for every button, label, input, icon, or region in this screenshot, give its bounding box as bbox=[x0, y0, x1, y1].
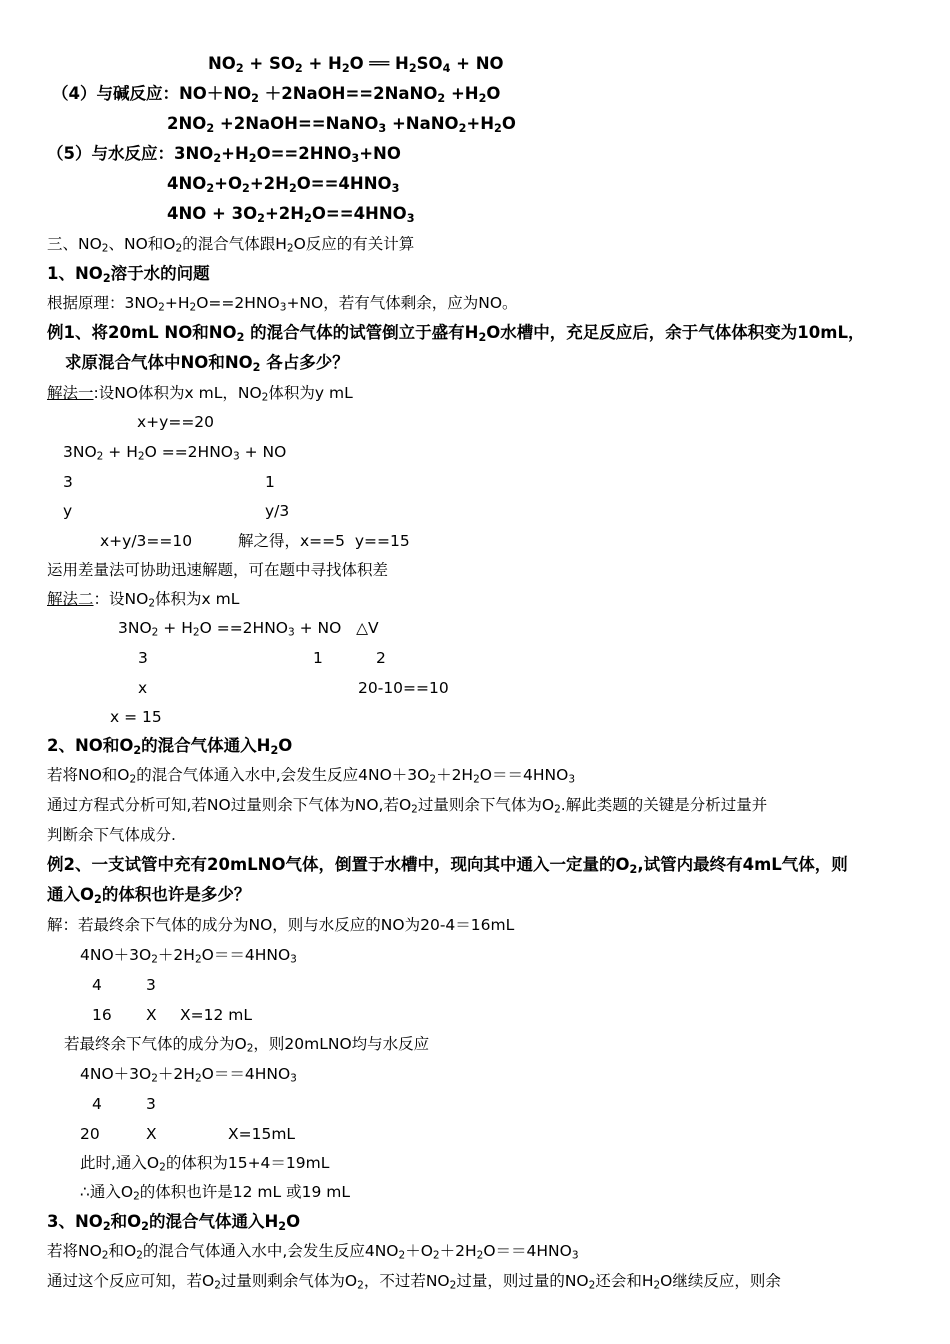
text-run: O ==2HNO bbox=[199, 619, 288, 637]
subscript: 2 bbox=[294, 61, 303, 75]
text-run: +2H bbox=[264, 204, 305, 223]
text-run: x+y==20 bbox=[137, 413, 215, 431]
text-run: O＝＝4HNO bbox=[483, 1242, 572, 1260]
subscript: 2 bbox=[357, 1279, 364, 1292]
text-run: 20 bbox=[80, 1125, 100, 1143]
text-line bbox=[65, 353, 349, 373]
subscript: 2 bbox=[192, 626, 200, 639]
subscript: 2 bbox=[270, 743, 279, 757]
text-line bbox=[313, 648, 323, 668]
text-run: ，则20mLNO均与水反应 bbox=[253, 1035, 430, 1053]
text-line bbox=[146, 1094, 156, 1114]
subscript: 2 bbox=[133, 1190, 140, 1203]
text-run: 例1、将20mL NO和NO bbox=[47, 323, 237, 342]
subscript: 2 bbox=[242, 181, 250, 195]
subscript: 2 bbox=[251, 91, 259, 105]
text-run: 和O bbox=[108, 1242, 137, 1260]
subscript: 2 bbox=[478, 330, 487, 344]
text-line bbox=[47, 795, 767, 815]
text-line bbox=[180, 1005, 252, 1025]
subscript: 2 bbox=[588, 1279, 596, 1292]
subscript: 2 bbox=[458, 121, 467, 135]
text-run: 还会和H bbox=[595, 1272, 654, 1290]
text-run: 3 bbox=[63, 473, 73, 491]
subscript: 2 bbox=[159, 1161, 166, 1174]
text-line bbox=[138, 678, 147, 698]
text-run: O水槽中，充足反应后，余于气体体积变为10mL， bbox=[486, 323, 865, 342]
subscript: 2 bbox=[94, 892, 102, 906]
subscript: 2 bbox=[252, 360, 261, 374]
subscript: 3 bbox=[279, 301, 287, 314]
subscript: 2 bbox=[246, 1042, 254, 1055]
subscript: 2 bbox=[236, 330, 245, 344]
subscript: 2 bbox=[102, 271, 111, 285]
subscript: 2 bbox=[151, 626, 159, 639]
text-line bbox=[47, 765, 575, 785]
text-run: +NaNO bbox=[386, 114, 459, 133]
subscript: 2 bbox=[151, 1072, 158, 1085]
text-run: 3NO bbox=[63, 443, 97, 461]
text-line bbox=[208, 54, 504, 74]
subscript: 3 bbox=[233, 450, 240, 463]
text-run: 20-10==10 bbox=[358, 679, 449, 697]
subscript: 3 bbox=[351, 151, 360, 165]
text-line bbox=[47, 293, 518, 313]
subscript: 3 bbox=[571, 1249, 579, 1262]
text-line bbox=[80, 1064, 297, 1084]
text-run: O==2HNO bbox=[196, 294, 280, 312]
subscript: 2 bbox=[96, 450, 104, 463]
subscript: 2 bbox=[133, 743, 142, 757]
subscript: 2 bbox=[554, 803, 561, 816]
subscript: 2 bbox=[136, 1249, 143, 1262]
text-run: 1、NO bbox=[47, 264, 103, 283]
text-run: NO bbox=[208, 54, 236, 73]
text-run: X=15mL bbox=[228, 1125, 296, 1143]
subscript: 2 bbox=[288, 181, 297, 195]
text-run: ＋2H bbox=[157, 1065, 195, 1083]
subscript: 2 bbox=[102, 1219, 111, 1233]
text-run: ＋2H bbox=[436, 766, 474, 784]
text-run: O bbox=[286, 1212, 301, 1231]
text-line bbox=[47, 1212, 300, 1232]
text-run: 体积为x mL bbox=[155, 590, 240, 608]
text-run: x+y/3==10 bbox=[100, 532, 193, 550]
text-run: 体积为y mL bbox=[268, 384, 353, 402]
text-run: 溶于水的问题 bbox=[110, 264, 210, 283]
text-run: 3NO bbox=[118, 619, 152, 637]
text-line bbox=[47, 383, 353, 403]
text-run: 根据原理：3NO bbox=[47, 294, 159, 312]
text-run: 通过方程式分析可知,若NO过量则余下气体为NO,若O bbox=[47, 796, 412, 814]
subscript: 2 bbox=[286, 242, 294, 255]
subscript: 2 bbox=[494, 121, 502, 135]
text-run: 判断余下气体成分. bbox=[47, 826, 176, 844]
text-run: 的混合气体通入H bbox=[148, 1212, 279, 1231]
text-run: 过量则余下气体为O bbox=[417, 796, 555, 814]
subscript: 2 bbox=[278, 1219, 287, 1233]
text-run: 4 bbox=[92, 1095, 102, 1113]
subscript: 2 bbox=[151, 953, 158, 966]
text-run: 解之得，x==5 y==15 bbox=[238, 532, 410, 550]
text-run: O继续反应，则余 bbox=[660, 1272, 781, 1290]
text-line bbox=[146, 975, 156, 995]
text-run: 1 bbox=[313, 649, 323, 667]
text-run: + NO bbox=[450, 54, 504, 73]
text-run: 的体积为15+4＝19mL bbox=[165, 1154, 330, 1172]
subscript: 2 bbox=[398, 1249, 406, 1262]
subscript: 4 bbox=[442, 61, 451, 75]
text-run: 过量则剩余气体为O bbox=[220, 1272, 358, 1290]
subscript: 3 bbox=[406, 211, 415, 225]
subscript: 2 bbox=[653, 1279, 661, 1292]
subscript: 2 bbox=[213, 151, 222, 165]
subscript: 2 bbox=[248, 151, 257, 165]
subscript: 2 bbox=[194, 953, 202, 966]
text-run: 的混合气体的试管倒立于盛有H bbox=[244, 323, 479, 342]
text-run: 求原混合气体中NO和NO bbox=[65, 353, 253, 372]
text-run: + NO bbox=[239, 443, 287, 461]
text-run: + H bbox=[158, 619, 193, 637]
text-run: O==2HNO bbox=[256, 144, 352, 163]
text-run: 3、NO bbox=[47, 1212, 103, 1231]
text-run: O bbox=[486, 84, 501, 103]
text-run: O反应的有关计算 bbox=[293, 235, 415, 253]
text-run: + SO bbox=[243, 54, 295, 73]
subscript: 2 bbox=[473, 773, 480, 786]
text-run: 的混合气体通入水中,会发生反应4NO＋3O bbox=[136, 766, 430, 784]
text-run: X bbox=[146, 1125, 157, 1143]
text-run: 16 bbox=[92, 1006, 112, 1024]
text-run: O==4HNO bbox=[311, 204, 407, 223]
text-line bbox=[265, 501, 289, 521]
text-line bbox=[80, 1153, 329, 1173]
subscript: 2 bbox=[158, 301, 165, 314]
text-run: ＋O bbox=[405, 1242, 433, 1260]
subscript: 3 bbox=[568, 773, 576, 786]
text-run: ＋2NaOH==2NaNO bbox=[258, 84, 438, 103]
text-line bbox=[167, 204, 415, 224]
text-line bbox=[47, 825, 176, 845]
subscript: 2 bbox=[137, 450, 145, 463]
text-run: 的混合气体跟H bbox=[182, 235, 287, 253]
text-line bbox=[64, 1034, 429, 1054]
subscript: 3 bbox=[391, 181, 400, 195]
text-run: 通入O bbox=[47, 885, 95, 904]
subscript: 2 bbox=[629, 862, 638, 876]
text-line bbox=[63, 472, 73, 492]
text-run: 、NO和O bbox=[108, 235, 176, 253]
text-run: X bbox=[146, 1006, 157, 1024]
text-line bbox=[146, 1005, 157, 1025]
text-line bbox=[47, 1241, 579, 1261]
text-run: 的混合气体通入H bbox=[141, 736, 271, 755]
text-run: O＝＝4HNO bbox=[201, 1065, 291, 1083]
text-run: 此时,通入O bbox=[80, 1154, 160, 1172]
text-line bbox=[47, 560, 388, 580]
text-line bbox=[358, 678, 449, 698]
text-line bbox=[146, 1124, 157, 1144]
subscript: 2 bbox=[101, 1249, 109, 1262]
subscript: 3 bbox=[288, 626, 295, 639]
text-run: ，不过若NO bbox=[363, 1272, 450, 1290]
text-run: +NO，若有气体剩余，应为NO。 bbox=[286, 294, 518, 312]
text-line bbox=[238, 531, 410, 551]
text-line bbox=[100, 531, 192, 551]
subscript: 2 bbox=[408, 61, 417, 75]
text-line bbox=[47, 323, 864, 343]
text-line bbox=[47, 885, 250, 905]
text-run: O==4HNO bbox=[296, 174, 392, 193]
subscript: 2 bbox=[194, 1072, 202, 1085]
text-run: 三、NO bbox=[47, 235, 102, 253]
text-run: 若将NO和O bbox=[47, 766, 130, 784]
subscript: 2 bbox=[214, 1279, 221, 1292]
text-run: 4NO＋3O bbox=[80, 1065, 152, 1083]
text-run: SO bbox=[416, 54, 443, 73]
text-run: +H bbox=[221, 144, 249, 163]
text-run: 2、NO和O bbox=[47, 736, 134, 755]
subscript: 2 bbox=[148, 597, 156, 610]
subscript: 3 bbox=[290, 953, 297, 966]
text-run: 各占多少？ bbox=[260, 353, 349, 372]
text-line bbox=[47, 1271, 781, 1291]
text-run: O＝＝4HNO bbox=[479, 766, 569, 784]
text-line bbox=[47, 855, 848, 875]
subscript: 2 bbox=[432, 1249, 440, 1262]
text-line bbox=[52, 84, 500, 104]
text-line bbox=[167, 174, 399, 194]
text-run: +H bbox=[164, 294, 190, 312]
text-line bbox=[63, 501, 72, 521]
text-run: ＋2H bbox=[439, 1242, 477, 1260]
subscript: 2 bbox=[449, 1279, 457, 1292]
text-run: +H bbox=[445, 84, 479, 103]
text-run: （5）与水反应：3NO bbox=[47, 144, 214, 163]
text-line bbox=[47, 234, 414, 254]
text-line bbox=[47, 589, 239, 609]
text-run: 4 bbox=[92, 976, 102, 994]
text-line bbox=[92, 1005, 112, 1025]
text-line bbox=[47, 915, 514, 935]
underlined-label: 解法一 bbox=[47, 384, 94, 402]
text-run: 和O bbox=[110, 1212, 142, 1231]
subscript: 2 bbox=[189, 301, 197, 314]
text-line bbox=[110, 707, 162, 727]
text-run: 通过这个反应可知，若O bbox=[47, 1272, 215, 1290]
text-run: +O bbox=[214, 174, 242, 193]
text-line bbox=[80, 1182, 350, 1202]
text-run: 的混合气体通入水中,会发生反应4NO bbox=[142, 1242, 399, 1260]
text-run: :设NO体积为x mL，NO bbox=[93, 384, 262, 402]
subscript: 2 bbox=[429, 773, 437, 786]
text-line bbox=[80, 945, 297, 965]
text-run: X=12 mL bbox=[180, 1006, 252, 1024]
subscript: 2 bbox=[141, 1219, 149, 1233]
text-run: O ══ H bbox=[349, 54, 409, 73]
text-line bbox=[228, 1124, 295, 1144]
text-line bbox=[47, 144, 401, 164]
text-line bbox=[137, 412, 214, 432]
text-run: +NO bbox=[359, 144, 401, 163]
text-run: ＋2H bbox=[157, 946, 195, 964]
subscript: 2 bbox=[101, 242, 109, 255]
subscript: 2 bbox=[175, 242, 183, 255]
text-run: 过量，则过量的NO bbox=[456, 1272, 589, 1290]
text-run: + NO △V bbox=[294, 619, 379, 637]
text-line bbox=[118, 618, 379, 638]
text-run: O ==2HNO bbox=[144, 443, 233, 461]
subscript: 2 bbox=[476, 1249, 484, 1262]
text-run: 1 bbox=[265, 473, 275, 491]
text-line bbox=[92, 975, 102, 995]
text-run: x bbox=[138, 679, 148, 697]
text-run: y bbox=[63, 502, 73, 520]
text-run: ,试管内最终有4mL气体，则 bbox=[637, 855, 848, 874]
underlined-label: 解法二 bbox=[47, 590, 94, 608]
subscript: 2 bbox=[437, 91, 446, 105]
text-run: 例2、一支试管中充有20mLNO气体，倒置于水槽中，现向其中通入一定量的O bbox=[47, 855, 630, 874]
text-run: 3 bbox=[138, 649, 148, 667]
subscript: 3 bbox=[290, 1072, 297, 1085]
text-run: 解：若最终余下气体的成分为NO，则与水反应的NO为20-4＝16mL bbox=[47, 916, 515, 934]
text-run: 运用差量法可协助迅速解题，可在题中寻找体积差 bbox=[47, 561, 389, 579]
subscript: 2 bbox=[261, 391, 269, 404]
subscript: 2 bbox=[235, 61, 244, 75]
subscript: 2 bbox=[129, 773, 137, 786]
text-run: 2 bbox=[376, 649, 386, 667]
text-run: （4）与碱反应：NO＋NO bbox=[52, 84, 252, 103]
text-run: O＝＝4HNO bbox=[201, 946, 291, 964]
text-line bbox=[92, 1094, 102, 1114]
text-run: + H bbox=[103, 443, 138, 461]
text-run: + H bbox=[302, 54, 342, 73]
subscript: 2 bbox=[304, 211, 312, 225]
text-line bbox=[80, 1124, 100, 1144]
text-line bbox=[376, 648, 386, 668]
text-run: O bbox=[501, 114, 516, 133]
text-run: O bbox=[278, 736, 293, 755]
subscript: 2 bbox=[206, 181, 215, 195]
text-run: x = 15 bbox=[110, 708, 162, 726]
subscript: 2 bbox=[257, 211, 265, 225]
text-run: +H bbox=[466, 114, 495, 133]
subscript: 2 bbox=[341, 61, 350, 75]
subscript: 2 bbox=[206, 121, 215, 135]
text-run: 3 bbox=[146, 976, 156, 994]
text-line bbox=[47, 264, 210, 284]
subscript: 2 bbox=[411, 803, 418, 816]
text-run: ∴通入O bbox=[80, 1183, 134, 1201]
text-run: 2NO bbox=[167, 114, 207, 133]
text-run: 若最终余下气体的成分为O bbox=[64, 1035, 247, 1053]
text-line bbox=[265, 472, 275, 492]
text-run: 若将NO bbox=[47, 1242, 102, 1260]
text-run: 的体积也许是多少？ bbox=[101, 885, 251, 904]
text-line bbox=[63, 442, 286, 462]
text-run: y/3 bbox=[265, 502, 290, 520]
text-line bbox=[138, 648, 148, 668]
text-line bbox=[167, 114, 516, 134]
text-run: +2NaOH==NaNO bbox=[214, 114, 379, 133]
text-run: +2H bbox=[249, 174, 289, 193]
text-run: 4NO＋3O bbox=[80, 946, 152, 964]
text-line bbox=[47, 736, 292, 756]
text-run: 3 bbox=[146, 1095, 156, 1113]
text-run: .解此类题的关键是分析过量并 bbox=[560, 796, 768, 814]
text-run: 的体积也许是12 mL 或19 mL bbox=[139, 1183, 350, 1201]
text-run: ：设NO bbox=[93, 590, 149, 608]
subscript: 2 bbox=[478, 91, 487, 105]
text-run: 4NO + 3O bbox=[167, 204, 258, 223]
text-run: 4NO bbox=[167, 174, 207, 193]
subscript: 3 bbox=[378, 121, 387, 135]
